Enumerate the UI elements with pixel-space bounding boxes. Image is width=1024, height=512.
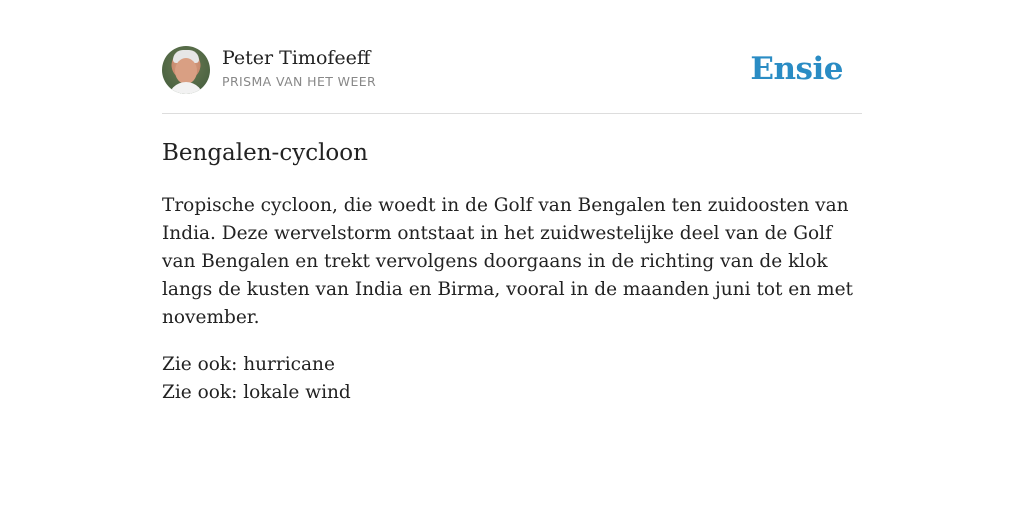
entry-body: Tropische cycloon, die woedt in de Golf van Bengalen ten zuidoosten van India. Deze wervelstorm ontstaat in het zuidwestelijke deel van de Golf van Bengalen en trekt vervolgens doorgaans in de richting van de klok langs de kusten van India en Birma, vooral in de maanden juni tot en met november. bbox=[162, 195, 853, 328]
author-organization[interactable]: PRISMA VAN HET WEER bbox=[222, 74, 377, 89]
avatar-shirt bbox=[168, 82, 204, 94]
see-also-link-lokale-wind[interactable]: lokale wind bbox=[243, 382, 351, 403]
see-also-list bbox=[162, 351, 862, 407]
ensie-logo[interactable]: Ensie bbox=[750, 51, 843, 87]
author-avatar[interactable] bbox=[162, 46, 210, 94]
see-also-link-hurricane[interactable]: hurricane bbox=[243, 354, 335, 375]
see-also-item bbox=[162, 351, 862, 379]
author-name[interactable]: Peter Timofeeff bbox=[222, 47, 371, 69]
see-also-item bbox=[162, 379, 862, 407]
avatar-face bbox=[175, 58, 197, 84]
see-also-prefix: Zie ook: bbox=[162, 382, 244, 403]
entry-header bbox=[162, 46, 862, 114]
see-also-prefix: Zie ook: bbox=[162, 354, 244, 375]
entry-title: Bengalen-cycloon bbox=[162, 140, 368, 166]
entry-card bbox=[162, 46, 862, 407]
